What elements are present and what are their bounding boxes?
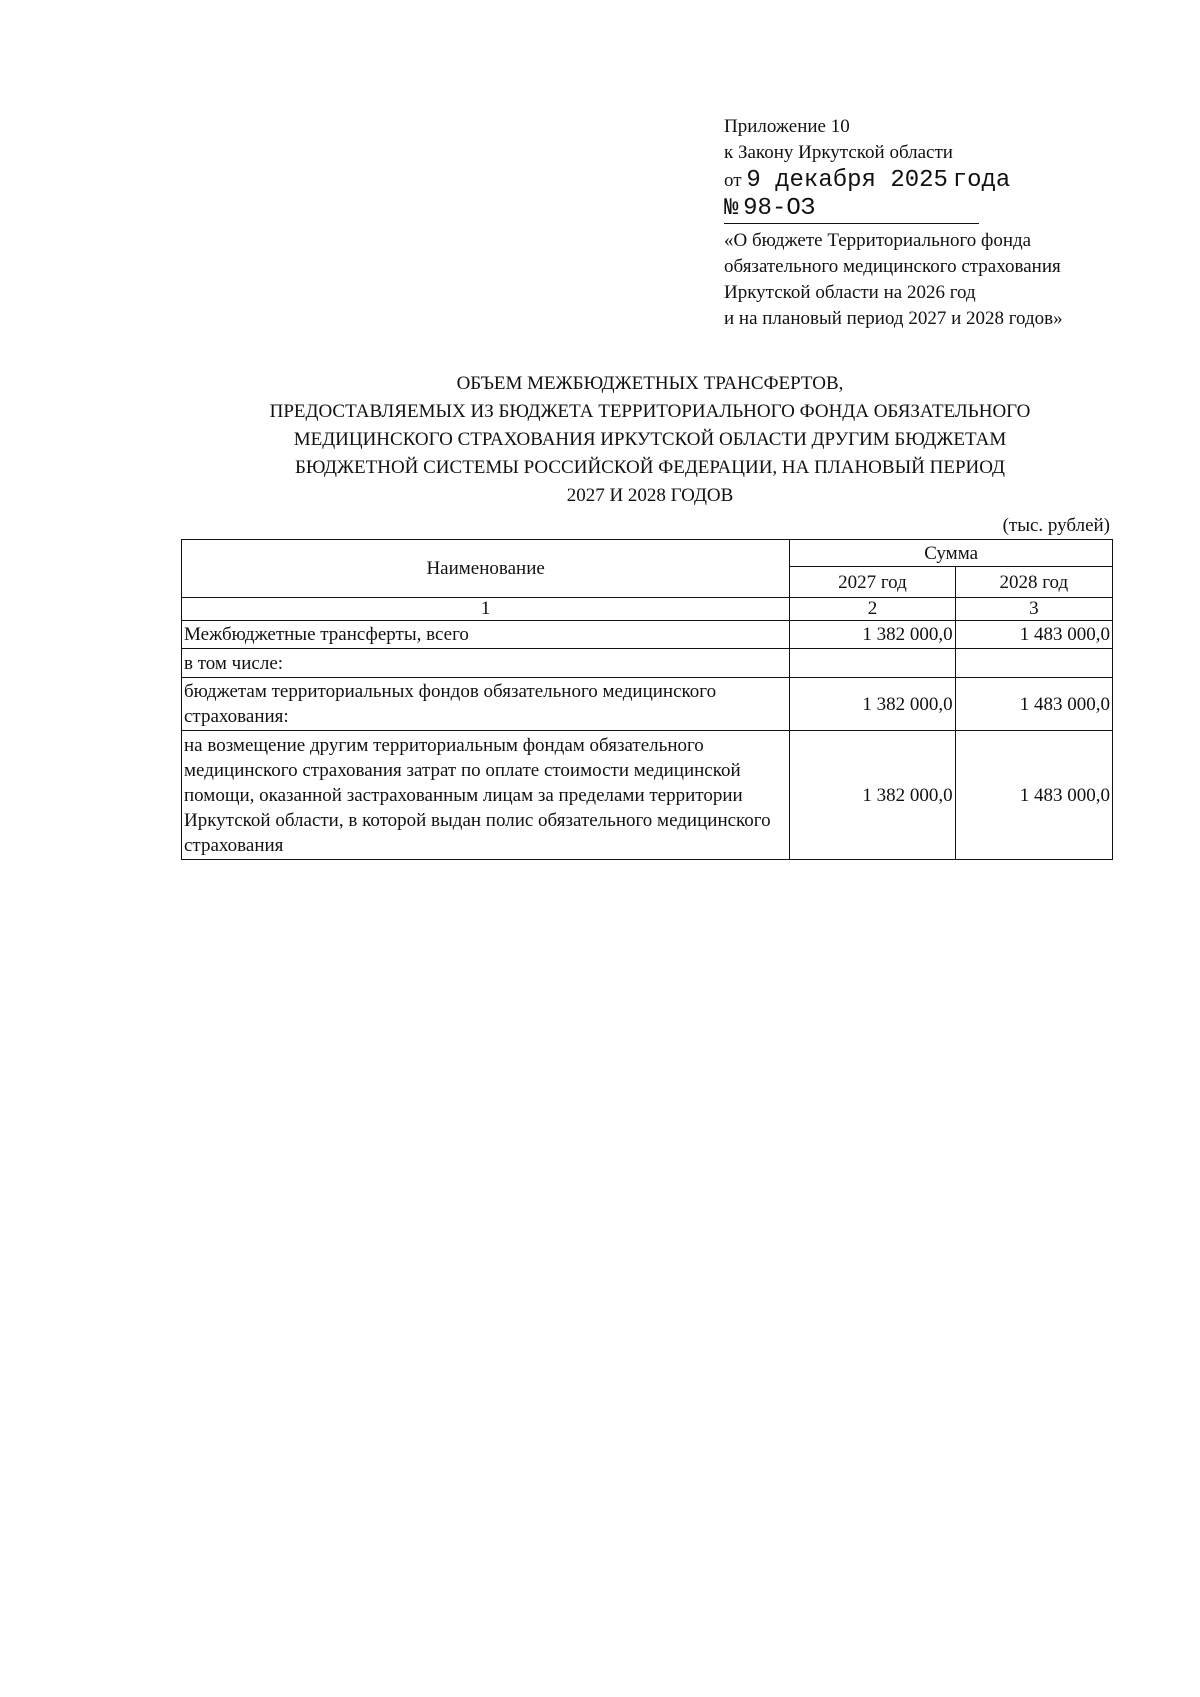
annex-number-label: № xyxy=(724,195,739,222)
annex-number-line xyxy=(724,196,1164,224)
annex-law-title-line-3: Иркутской области на 2026 год xyxy=(724,282,976,303)
row-value-2027: 1 382 000,0 xyxy=(790,731,955,860)
annex-number-underline xyxy=(724,223,979,224)
col-index-3: 3 xyxy=(955,598,1112,621)
table-row xyxy=(182,621,1113,649)
table-row xyxy=(182,731,1113,860)
header-name: Наименование xyxy=(182,540,790,598)
annex-date-value: 9 декабря 2025 xyxy=(746,167,948,194)
annex-number-value: 98-ОЗ xyxy=(743,195,816,222)
title-line-4: БЮДЖЕТНОЙ СИСТЕМЫ РОССИЙСКОЙ ФЕДЕРАЦИИ, НА ПЛАНОВЫЙ ПЕРИОД xyxy=(295,457,1005,478)
table-index-row xyxy=(182,598,1113,621)
document-title xyxy=(180,370,1120,510)
title-line-1: ОБЪЕМ МЕЖБЮДЖЕТНЫХ ТРАНСФЕРТОВ, xyxy=(456,373,844,394)
row-value-2027: 1 382 000,0 xyxy=(790,678,955,731)
units-note: (тыс. рублей) xyxy=(1002,515,1110,536)
title-line-2: ПРЕДОСТАВЛЯЕМЫХ ИЗ БЮДЖЕТА ТЕРРИТОРИАЛЬНОГО ФОНДА ОБЯЗАТЕЛЬНОГО xyxy=(269,401,1031,422)
annex-law-title-line-2: обязательного медицинского страхования xyxy=(724,256,1061,277)
transfers-table xyxy=(181,539,1113,860)
row-value-2028: 1 483 000,0 xyxy=(955,731,1112,860)
annex-date-prefix: от xyxy=(724,170,742,191)
row-value-2028: 1 483 000,0 xyxy=(955,678,1112,731)
header-year-2028: 2028 год xyxy=(955,567,1112,598)
table-row xyxy=(182,678,1113,731)
annex-law-title-line-1: «О бюджете Территориального фонда xyxy=(724,230,1032,251)
annex-law-title xyxy=(724,228,1164,332)
table-row xyxy=(182,649,1113,678)
annex-date-suffix: года xyxy=(952,167,1011,194)
annex-law-title-line-4: и на плановый период 2027 и 2028 годов» xyxy=(724,308,1063,329)
row-label: бюджетам территориальных фондов обязательного медицинского страхования: xyxy=(182,678,790,731)
header-year-2027: 2027 год xyxy=(790,567,955,598)
title-line-5: 2027 И 2028 ГОДОВ xyxy=(566,485,734,506)
col-index-2: 2 xyxy=(790,598,955,621)
row-value-2028 xyxy=(955,649,1112,678)
title-line-3: МЕДИЦИНСКОГО СТРАХОВАНИЯ ИРКУТСКОЙ ОБЛАСТИ ДРУГИМ БЮДЖЕТАМ xyxy=(293,429,1007,450)
row-value-2027: 1 382 000,0 xyxy=(790,621,955,649)
row-value-2027 xyxy=(790,649,955,678)
row-label: в том числе: xyxy=(182,649,790,678)
header-sum: Сумма xyxy=(790,540,1113,567)
annex-date-line xyxy=(724,166,1164,196)
row-label: Межбюджетные трансферты, всего xyxy=(182,621,790,649)
col-index-1: 1 xyxy=(182,598,790,621)
annex-header xyxy=(724,114,1164,332)
table-header-row xyxy=(182,540,1113,567)
annex-line-1: Приложение 10 xyxy=(724,116,850,137)
annex-line-2: к Закону Иркутской области xyxy=(724,142,953,163)
row-value-2028: 1 483 000,0 xyxy=(955,621,1112,649)
row-label: на возмещение другим территориальным фондам обязательного медицинского страхования затрат по оплате стоимости медицинской помощи, оказанной застрахованным лицам за пределами территории Иркутской области, в которой выдан полис обязательного медицинского страхования xyxy=(182,731,790,860)
